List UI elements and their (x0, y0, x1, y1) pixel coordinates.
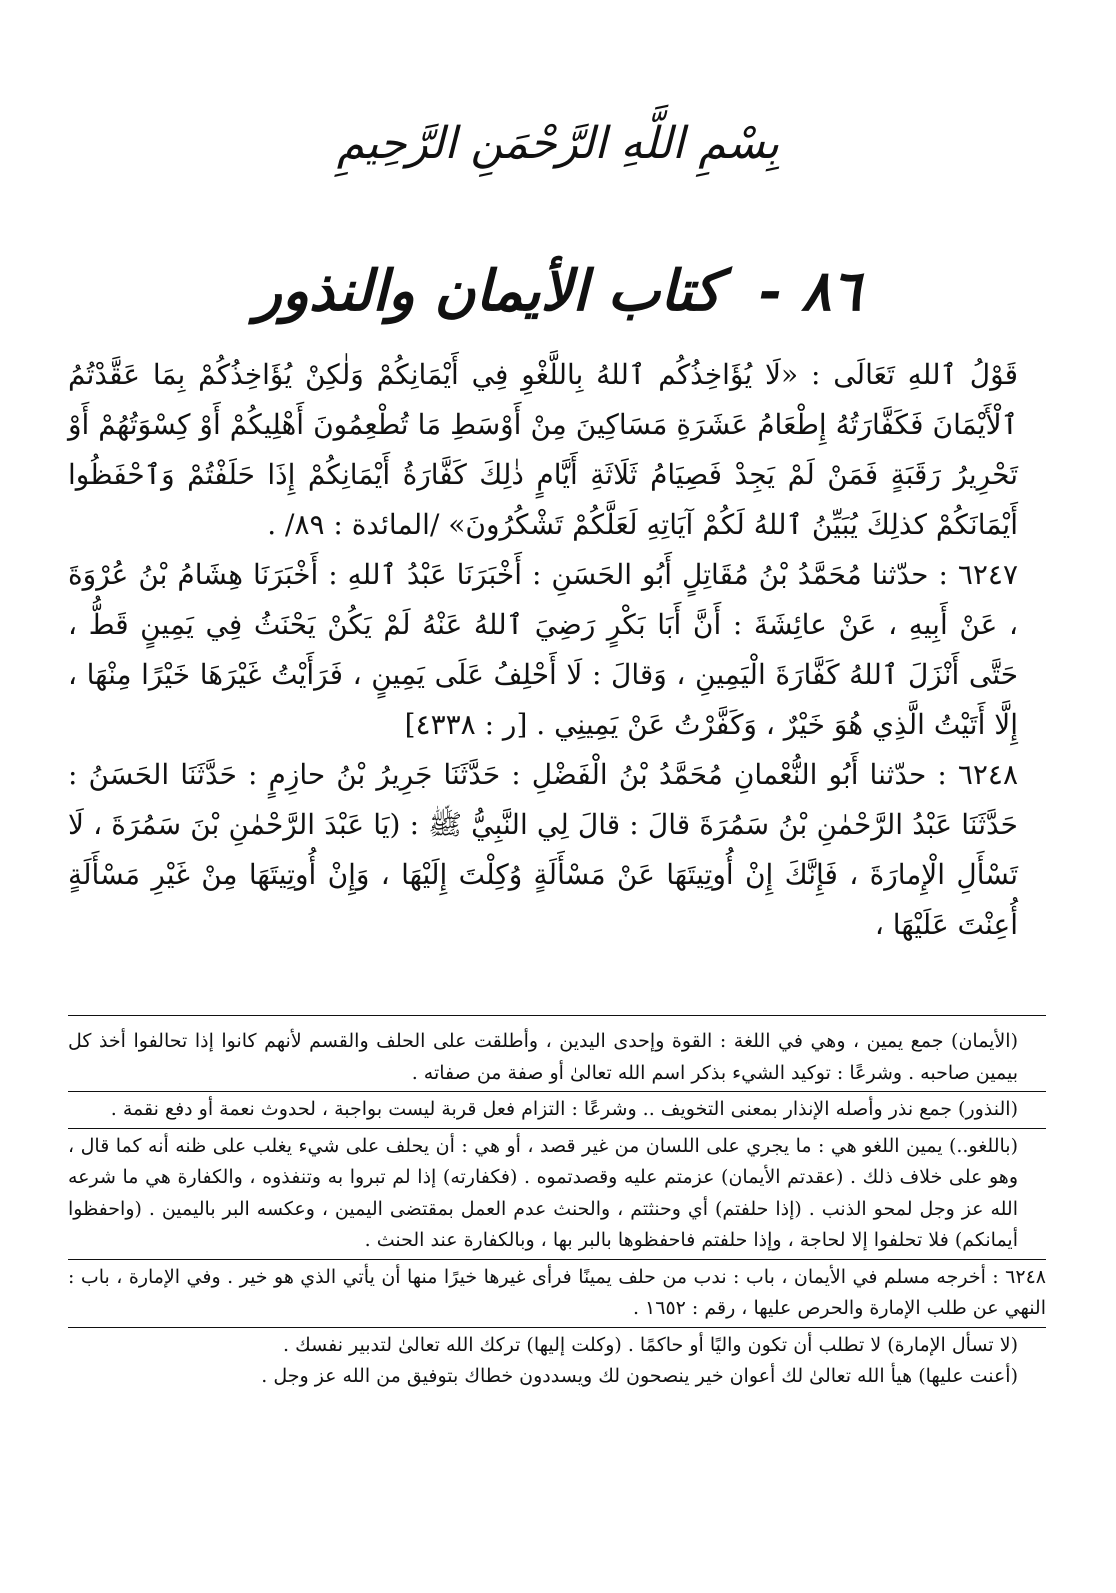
basmala-calligraphy: بِسْمِ اللَّهِ الرَّحْمَنِ الرَّحِيمِ (336, 118, 780, 169)
footnote-laghw: (باللغو..) يمين اللغو هي : ما يجري على اللسان من غير قصد ، أو هي : أن يحلف على شيء يغلب على ظنه أنه كما قال ، وهو على خلاف ذلك . (عقدتم الأيمان) عزمتم عليه وقصدتموه . (فكفارته) إذا لم تبروا به وتنفذوه ، والكفارة هي ما شرعه الله عز وجل لمحو الذنب . (إذا حلفتم) أي وحنثتم ، والحنث عدم العمل بمقتضى اليمين ، وعكسه البر باليمين . (واحفظوا أيمانكم) فلا تحلفوا إلا لحاجة ، وإذا حلفتم فاحفظوها بالبر بها ، وبالكفارة عند الحنث . (68, 1134, 1018, 1251)
footnotes (68, 1026, 1046, 1393)
footnote-aiman: (الأيمان) جمع يمين ، وهي في اللغة : القوة وإحدى اليدين ، وأطلقت على الحلف والقسم لأنهم كانوا إذا تحالفوا أخذ كل بيمين صاحبه . وشرعًا : توكيد الشيء بذكر اسم الله تعالىٰ أو صفة من صفاته . (68, 1030, 1018, 1084)
footnote-separator (68, 1091, 1046, 1092)
book-title: كتاب الأيمان والنذور (254, 258, 721, 324)
footnote-separator (68, 1327, 1046, 1328)
footnote-takhrij-6248: ٦٢٤٨ : أخرجه مسلم في الأيمان ، باب : ندب من حلف يمينًا فرأى غيرها خيرًا منها أن يأتي الذي هو خير . وفي الإمارة ، باب : النهي عن طلب الإمارة والحرص عليها ، رقم : ١٦٥٢ . (68, 1265, 1046, 1319)
footnote-separator (68, 1259, 1046, 1260)
hadith-6247-paragraph: ٦٢٤٧ : حدّثنا مُحَمَّدُ بْنُ مُقَاتِلٍ أَبُو الحَسَنِ : أَخْبَرَنَا عَبْدُ ٱللهِ : أَخْبَرَنَا هِشَامُ بْنُ عُرْوَةَ ، عَنْ أَبِيهِ ، عَنْ عائِشَةَ : أَنَّ أَبَا بَكْرٍ رَضِيَ ٱللهُ عَنْهُ لَمْ يَكُنْ يَحْنَثُ فِي يَمِينٍ قَطُّ ، حَتَّى أَنْزَلَ ٱللهُ كَفَّارَةَ الْيَمِينِ ، وَقالَ : لَا أَحْلِفُ عَلَى يَمِينٍ ، فَرَأَيْتُ غَيْرَهَا خَيْرًا مِنْهَا ، إِلَّا أَتَيْتُ الَّذِي هُوَ خَيْرٌ ، وَكَفَّرْتُ عَنْ يَمِينِي . [ر : ٤٣٣٨] (68, 558, 1018, 741)
footnote-separator (68, 1128, 1046, 1129)
hadith-6248-paragraph: ٦٢٤٨ : حدّثنا أَبُو النُّعْمانِ مُحَمَّدُ بْنُ الْفَضْلِ : حَدَّثَنَا جَرِيرُ بْنُ حازِمٍ : حَدَّثَنَا الحَسَنُ : حَدَّثَنَا عَبْدُ الرَّحْمٰنِ بْنُ سَمُرَةَ قالَ : قالَ لِي النَّبِيُّ ﷺ : (يَا عَبْدَ الرَّحْمٰنِ بْنَ سَمُرَةَ ، لَا تَسْأَلِ الْإِمارَةَ ، فَإِنَّكَ إِنْ أُوتِيتَهَا عَنْ مَسْأَلَةٍ وُكِلْتَ إِلَيْهَا ، وَإِنْ أُوتِيتَهَا مِنْ غَيْرِ مَسْأَلَةٍ أُعِنْتَ عَلَيْهَا ، (68, 758, 1018, 941)
quran-verse-paragraph: قَوْلُ ٱللهِ تَعَالَى : «لَا يُؤَاخِذُكُم ٱللهُ بِاللَّغْوِ فِي أَيْمَانِكُمْ وَلٰكِنْ يُؤَاخِذُكُمْ بِمَا عَقَّدْتُمُ ٱلْأَيْمَانَ فَكَفَّارَتُهُ إِطْعَامُ عَشَرَةِ مَسَاكِينَ مِنْ أَوْسَطِ مَا تُطْعِمُونَ أَهْلِيكُمْ أَوْ كِسْوَتُهُمْ أَوْ تَحْرِيرُ رَقَبَةٍ فَمَنْ لَمْ يَجِدْ فَصِيَامُ ثَلَاثَةِ أَيَّامٍ ذٰلِكَ كَفَّارَةُ أَيْمَانِكُمْ إِذَا حَلَفْتُمْ وَٱحْفَظُوا أَيْمَانَكُمْ كذلِكَ يُبَيِّنُ ٱللهُ لَكُمْ آيَاتِهِ لَعَلَّكُمْ تَشْكُرُونَ» /المائدة : ٨٩/ . (68, 358, 1018, 541)
main-text (68, 350, 1046, 950)
footnote-divider (68, 1015, 1046, 1016)
book-number: ٨٦ - (758, 258, 862, 324)
footnote-imara: (لا تسأل الإمارة) لا تطلب أن تكون واليًا أو حاكمًا . (وكلت إليها) تركك الله تعالىٰ لتدبير نفسك . (283, 1333, 1018, 1356)
footnote-nudhur: (النذور) جمع نذر وأصله الإنذار بمعنى التخويف .. وشرعًا : التزام فعل قربة ليست بواجبة ، لحدوث نعمة أو دفع نقمة . (110, 1098, 1018, 1120)
footnote-u-inta: (أعنت عليها) هيأ الله تعالىٰ لك أعوان خير ينصحون لك ويسددون خطاك بتوفيق من الله عز وجل . (261, 1365, 1018, 1387)
book-heading (0, 258, 1116, 324)
